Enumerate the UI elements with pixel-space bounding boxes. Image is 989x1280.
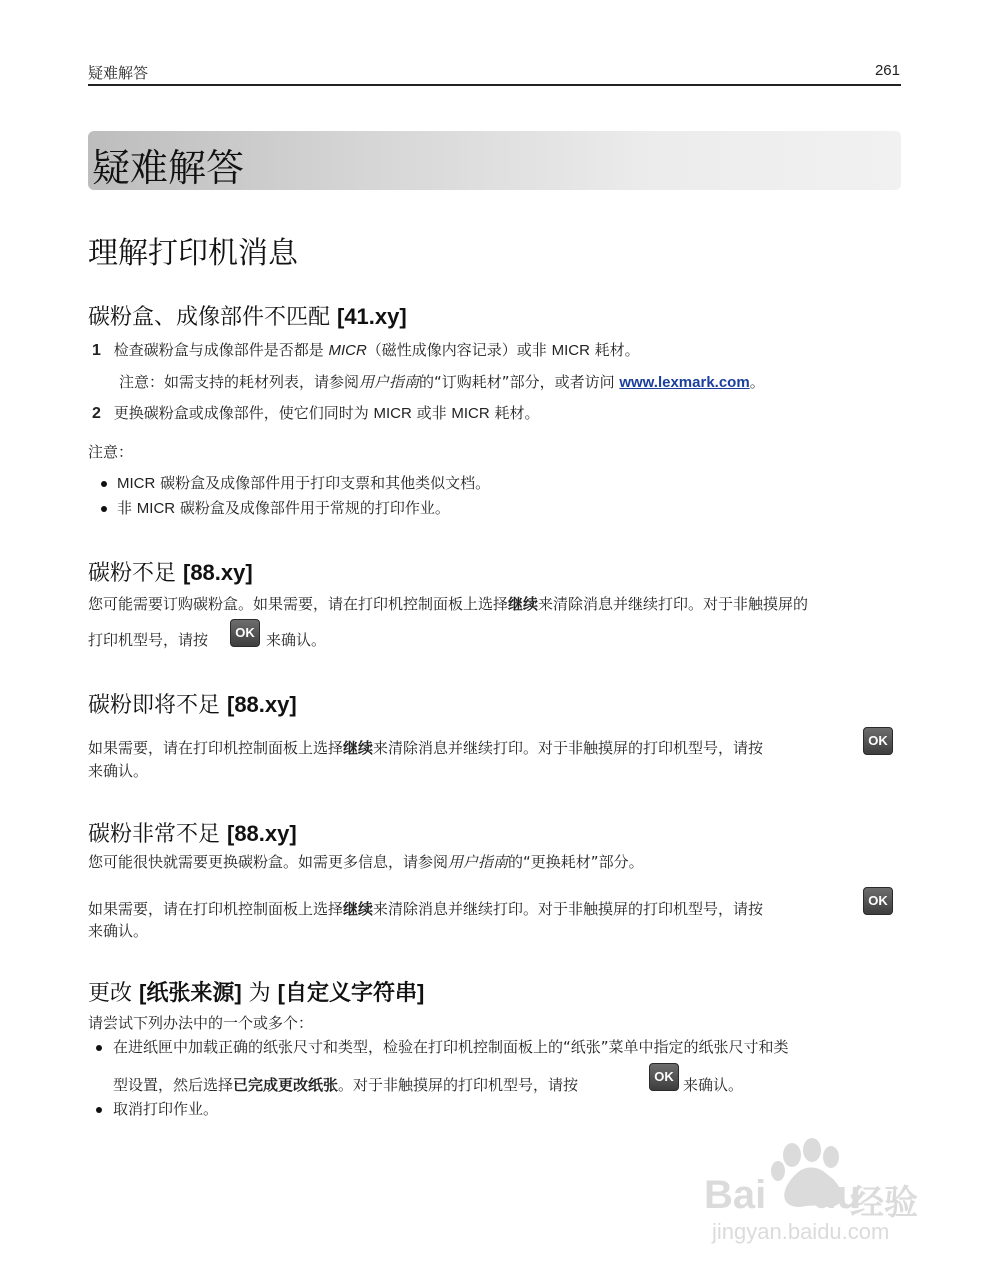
toner-low-line-1 [88, 594, 808, 614]
running-header-section: 疑难解答 [88, 64, 149, 82]
note-bullet-2 [117, 498, 450, 519]
step-text: 耗材。 [489, 404, 540, 422]
body-text: 如果需要，请在打印机控制面板上选择 [88, 900, 344, 918]
body-text: 来清除消息并继续打印。对于非触摸屏的打印机型号，请按 [373, 739, 764, 757]
heading-text: 为 [241, 981, 278, 1006]
body-text: 如果需要，请在打印机控制面板上选择 [88, 739, 344, 757]
change-paper-bullet-2: 取消打印作业。 [113, 1100, 219, 1118]
watermark-url: jingyan.baidu.com [712, 1219, 890, 1244]
heading-text: 碳粉非常不足 [88, 822, 227, 847]
section-title: 理解打印机消息 [88, 236, 298, 271]
micr-text: MICR [136, 500, 176, 517]
watermark-cn: 经验 [850, 1183, 918, 1223]
step-number: 1 [92, 342, 101, 359]
heading-code: [自定义字符串] [277, 980, 425, 1005]
continue-label: 继续 [508, 595, 539, 613]
change-paper-intro: 请尝试下列办法中的一个或多个： [88, 1014, 314, 1032]
heading-cartridge-mismatch [88, 300, 407, 331]
heading-text: 更改 [88, 981, 139, 1006]
body-text: 的“更换耗材”部分。 [508, 853, 644, 871]
bullet-text: 碳粉盒及成像部件用于打印支票和其他类似文档。 [155, 474, 491, 492]
toner-nearly-low-line-2: 来确认。 [88, 762, 149, 780]
step-text: 检查碳粉盒与成像部件是否都是 [113, 341, 329, 359]
heading-code: [88.xy] [227, 692, 297, 717]
bullet-dot [101, 506, 107, 512]
heading-text: 碳粉不足 [88, 561, 183, 586]
ok-button-icon: OK [649, 1063, 679, 1091]
micr-text: MICR [373, 405, 412, 422]
header-rule [88, 84, 901, 86]
bullet-dot [101, 481, 107, 487]
heading-toner-low [88, 556, 253, 587]
user-guide-ref: 用户指南 [448, 853, 509, 871]
baidu-watermark [700, 1135, 925, 1250]
heading-code: [88.xy] [227, 821, 297, 846]
note-text: 。 [749, 373, 765, 391]
toner-very-low-line-2 [88, 899, 763, 919]
step-2 [92, 403, 539, 424]
toner-low-line-2: 打印机型号，请按 [88, 631, 209, 649]
heading-toner-very-low [88, 817, 297, 848]
toner-very-low-line-3: 来确认。 [88, 922, 149, 940]
note-bullet-1 [117, 473, 490, 494]
heading-text: 碳粉盒、成像部件不匹配 [88, 305, 337, 330]
change-paper-bullet-1-end: 来确认。 [683, 1076, 744, 1094]
note-text: 注意：如需支持的耗材列表，请参阅 [119, 373, 360, 391]
body-text: 您可能需要订购碳粉盒。如果需要，请在打印机控制面板上选择 [88, 595, 509, 613]
heading-change-paper-source [88, 976, 424, 1007]
lexmark-link[interactable]: www.lexmark.com [619, 374, 750, 391]
notes-label: 注意： [88, 443, 134, 461]
body-text: 来清除消息并继续打印。对于非触摸屏的 [538, 595, 809, 613]
toner-very-low-line-1 [88, 852, 644, 872]
step-text: （磁性成像内容记录）或非 [366, 341, 552, 359]
change-paper-bullet-1-line-2 [113, 1075, 578, 1095]
change-paper-bullet-1-line-1: 在进纸匣中加载正确的纸张尺寸和类型，检验在打印机控制面板上的“纸张”菜单中指定的纸张尺寸和类 [113, 1038, 789, 1056]
bullet-dot [96, 1107, 102, 1113]
step-1-note [119, 372, 765, 393]
ok-button-icon: OK [230, 619, 260, 647]
continue-label: 继续 [343, 739, 374, 757]
ok-button-icon: OK [863, 727, 893, 755]
toner-nearly-low-line-1 [88, 738, 763, 758]
micr-text: MICR [117, 475, 156, 492]
bullet-text: 碳粉盒及成像部件用于常规的打印作业。 [175, 499, 450, 517]
toner-low-line-2-end: 来确认。 [266, 631, 327, 649]
body-text: 来清除消息并继续打印。对于非触摸屏的打印机型号，请按 [373, 900, 764, 918]
body-text: 您可能很快就需要更换碳粉盒。如需更多信息，请参阅 [88, 853, 449, 871]
watermark-brand: Bai [704, 1173, 767, 1217]
step-1 [92, 340, 640, 361]
heading-code: [41.xy] [337, 304, 407, 329]
paper-change-complete-label: 已完成更改纸张 [233, 1076, 339, 1094]
continue-label: 继续 [343, 900, 374, 918]
body-text: 。对于非触摸屏的打印机型号，请按 [338, 1076, 579, 1094]
note-text: 的“订购耗材”部分，或者访问 [419, 373, 620, 391]
watermark-brand-2: du [812, 1173, 862, 1217]
step-text: 更换碳粉盒或成像部件，使它们同时为 [113, 404, 374, 422]
page-number: 261 [874, 62, 900, 79]
step-text: 耗材。 [589, 341, 640, 359]
ok-button-icon: OK [863, 887, 893, 915]
heading-toner-nearly-low [88, 688, 297, 719]
micr-text: MICR [451, 405, 490, 422]
bullet-dot [96, 1045, 102, 1051]
heading-text: 碳粉即将不足 [88, 693, 227, 718]
heading-code: [88.xy] [183, 560, 253, 585]
chapter-title: 疑难解答 [92, 146, 245, 190]
body-text: 型设置，然后选择 [113, 1076, 234, 1094]
step-text: 或非 [411, 404, 452, 422]
step-number: 2 [92, 405, 101, 422]
micr-italic: MICR [328, 342, 367, 359]
micr-text: MICR [551, 342, 590, 359]
heading-code: [纸张来源] [139, 980, 242, 1005]
user-guide-ref: 用户指南 [359, 373, 420, 391]
bullet-text: 非 [117, 499, 137, 517]
